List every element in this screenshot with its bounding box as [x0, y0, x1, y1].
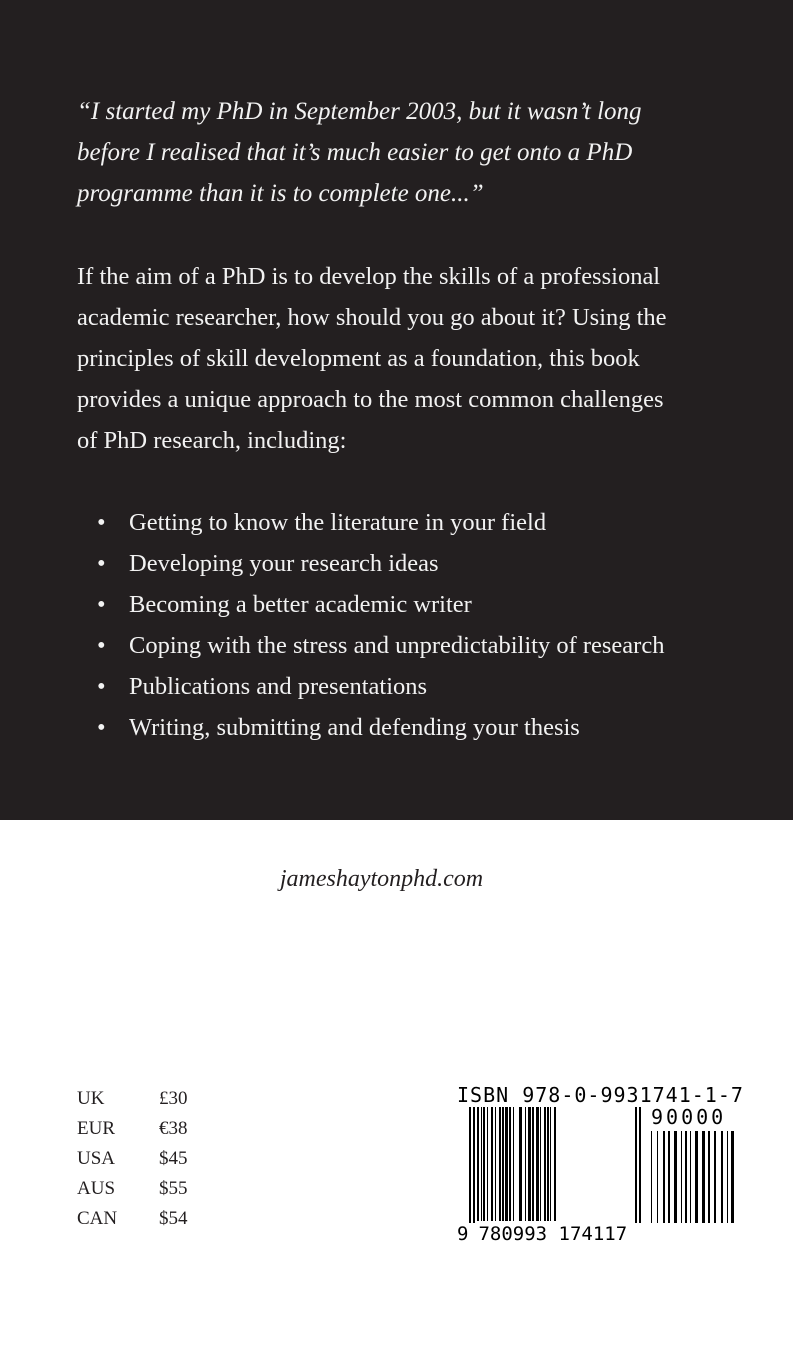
barcode-bar: [554, 1107, 556, 1221]
barcode-bar: [668, 1131, 670, 1223]
price-currency: CAN: [77, 1208, 118, 1229]
barcode-bar: [635, 1107, 637, 1223]
barcode-bars-graphic: [455, 1083, 740, 1223]
price-row: [77, 1114, 188, 1144]
list-item: • Developing your research ideas: [77, 543, 737, 584]
barcode-bar: [727, 1131, 728, 1223]
price-currency: UK: [77, 1088, 105, 1109]
barcode-bar: [702, 1131, 705, 1223]
barcode-bar: [505, 1107, 508, 1221]
price-currency: USA: [77, 1148, 116, 1169]
price-table: [77, 1084, 188, 1234]
price-value: $54: [159, 1208, 188, 1229]
barcode-bar: [491, 1107, 493, 1221]
barcode-bar: [536, 1107, 539, 1221]
description-line: of PhD research, including:: [77, 427, 347, 454]
ean-lead-digit: 9: [457, 1223, 469, 1245]
list-item: • Becoming a better academic writer: [77, 584, 737, 625]
barcode-bar: [657, 1131, 658, 1223]
barcode-bar: [690, 1131, 691, 1223]
description-line: principles of skill development as a foundation, this book: [77, 345, 640, 372]
price-row: [77, 1174, 188, 1204]
barcode-bar: [674, 1131, 677, 1223]
price-currency: AUS: [77, 1178, 116, 1199]
barcode-bar: [663, 1131, 665, 1223]
barcode-bar: [544, 1107, 546, 1221]
quote-line: programme than it is to complete one...”: [77, 180, 484, 207]
barcode-bar: [685, 1131, 687, 1223]
barcode-addon-digits: 90000: [651, 1105, 727, 1129]
topics-list: [77, 502, 737, 748]
barcode-bar: [483, 1107, 485, 1221]
list-item: • Getting to know the literature in your field: [77, 502, 737, 543]
barcode-bar: [547, 1107, 549, 1221]
barcode-bar: [532, 1107, 534, 1221]
price-row: [77, 1204, 188, 1234]
price-value: £30: [159, 1088, 188, 1109]
barcode-bar: [681, 1131, 682, 1223]
barcode-bar: [525, 1107, 526, 1221]
ean-digits: [457, 1223, 627, 1245]
price-currency: EUR: [77, 1118, 115, 1139]
barcode-bar: [477, 1107, 479, 1221]
barcode-bar: [550, 1107, 551, 1221]
barcode-bar: [509, 1107, 511, 1221]
barcode-bar: [651, 1131, 652, 1223]
book-description: [77, 256, 717, 461]
barcode-bar: [499, 1107, 501, 1221]
barcode-bar: [513, 1107, 514, 1221]
barcode-bar: [731, 1131, 734, 1223]
list-item: • Publications and presentations: [77, 666, 737, 707]
barcode-bar: [502, 1107, 504, 1221]
barcode-bar: [495, 1107, 496, 1221]
price-row: [77, 1084, 188, 1114]
description-line: academic researcher, how should you go about it? Using the: [77, 304, 667, 331]
website-url: jameshaytonphd.com: [279, 866, 484, 892]
list-item: • Writing, submitting and defending your thesis: [77, 707, 737, 748]
isbn-barcode: [455, 1083, 744, 1248]
barcode-bar: [639, 1107, 641, 1223]
barcode-bar: [487, 1107, 488, 1221]
list-item: • Coping with the stress and unpredictability of research: [77, 625, 737, 666]
quote-line: “I started my PhD in September 2003, but it wasn’t long: [77, 98, 642, 125]
ean-left-digits: 780993: [478, 1223, 548, 1245]
barcode-bar: [469, 1107, 471, 1223]
barcode-bar: [708, 1131, 710, 1223]
price-value: €38: [159, 1118, 188, 1139]
author-quote: [77, 91, 717, 214]
barcode-bar: [721, 1131, 723, 1223]
description-line: provides a unique approach to the most common challenges: [77, 386, 664, 413]
barcode-bar: [481, 1107, 482, 1221]
isbn-label: ISBN 978-0-9931741-1-7: [457, 1083, 744, 1107]
ean-right-digits: 174117: [558, 1223, 628, 1245]
price-value: $45: [159, 1148, 188, 1169]
description-line: If the aim of a PhD is to develop the skills of a professional: [77, 263, 661, 290]
quote-line: before I realised that it’s much easier to get onto a PhD: [77, 139, 633, 166]
barcode-bar: [528, 1107, 531, 1221]
barcode-bar: [714, 1131, 716, 1223]
price-value: $55: [159, 1178, 188, 1199]
price-row: [77, 1144, 188, 1174]
barcode-bar: [695, 1131, 698, 1223]
barcode-bar: [519, 1107, 522, 1221]
barcode-bar: [540, 1107, 541, 1221]
barcode-bar: [473, 1107, 475, 1223]
